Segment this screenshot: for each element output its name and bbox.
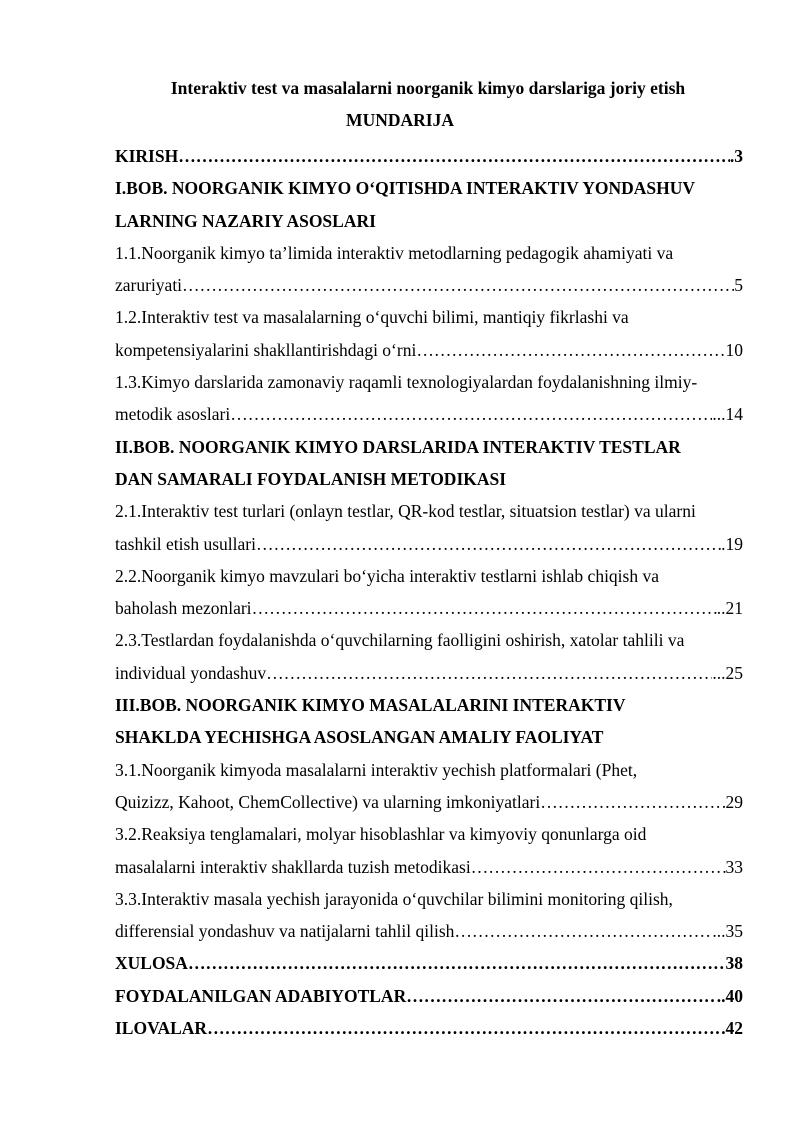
dot-leader	[256, 528, 721, 560]
toc-entry-text: metodik asoslari	[115, 404, 231, 425]
toc-entry-text: ILOVALAR	[115, 1018, 208, 1039]
toc-page-number: ..40	[716, 985, 743, 1006]
toc-page-number: 33	[725, 856, 743, 877]
toc-entry-references[interactable]	[115, 980, 743, 1012]
toc-entry-text: zaruriyati	[115, 275, 183, 296]
toc-page-number: .19	[721, 533, 743, 554]
dot-leader	[207, 1012, 725, 1044]
toc-chapter-2-title-cont[interactable]: DAN SAMARALI FOYDALANISH METODIKASI	[115, 468, 507, 489]
toc-section-1-2-cont[interactable]	[115, 334, 743, 366]
toc-entry-text: individual yondashuv	[115, 662, 267, 683]
toc-page-number: 5	[734, 275, 743, 296]
toc-section-3-3[interactable]: 3.3.Interaktiv masala yechish jarayonida o‘quvchilar bilimini monitoring qilish,	[115, 888, 673, 909]
dot-leader	[266, 657, 712, 689]
toc-chapter-3-title-cont[interactable]: SHAKLDA YECHISHGA ASOSLANGAN AMALIY FAOLIYAT	[115, 727, 604, 748]
toc-entry-text: differensial yondashuv va natijalarni tahlil qilish	[115, 921, 455, 942]
document-title: Interaktiv test va masalalarni noorganik kimyo darslariga joriy etish	[170, 78, 686, 98]
dot-leader	[406, 980, 717, 1012]
toc-entry-text: kompetensiyalarini shakllantirishdagi o‘rni	[115, 339, 417, 360]
toc-entry-conclusion[interactable]	[115, 947, 743, 979]
toc-page-number: ...14	[712, 404, 743, 425]
dot-leader	[182, 269, 734, 301]
toc-section-3-1-cont[interactable]	[115, 786, 743, 818]
toc-entry-text: tashkil etish usullari	[115, 533, 256, 554]
toc-section-2-3[interactable]: 2.3.Testlardan foydalanishda o‘quvchilarning faolligini oshirish, xatolar tahlili va	[115, 630, 685, 651]
dot-leader	[178, 140, 730, 172]
dot-leader	[454, 915, 712, 947]
dot-leader	[471, 851, 726, 883]
toc-entry-text: baholash mezonlari	[115, 598, 252, 619]
toc-page-number: .3	[729, 146, 743, 166]
toc-section-3-3-cont[interactable]	[115, 915, 743, 947]
toc-entry-appendices[interactable]	[115, 1012, 743, 1044]
toc-section-3-1[interactable]: 3.1.Noorganik kimyoda masalalarni interaktiv yechish platformalari (Phet,	[115, 759, 638, 780]
toc-section-3-2[interactable]: 3.2.Reaksiya tenglamalari, molyar hisoblashlar va kimyoviy qonunlarga oid	[115, 824, 647, 845]
toc-section-1-2[interactable]: 1.2.Interaktiv test va masalalarning o‘quvchi bilimi, mantiqiy fikrlashi va	[115, 307, 629, 328]
toc-entry-text: masalalarni interaktiv shakllarda tuzish metodikasi	[115, 856, 471, 877]
toc-entry-text: FOYDALANILGAN ADABIYOTLAR	[115, 985, 407, 1006]
dot-leader	[252, 592, 717, 624]
contents-heading: MUNDARIJA	[346, 110, 454, 130]
toc-chapter-1-title-cont[interactable]: LARNING NAZARIY ASOSLARI	[115, 210, 376, 231]
toc-page-number: 38	[725, 953, 743, 974]
toc-entry-text: KIRISH	[115, 146, 179, 166]
toc-section-2-1-cont[interactable]	[115, 528, 743, 560]
toc-page-number: 29	[725, 791, 743, 812]
dot-leader	[416, 334, 725, 366]
toc-chapter-1-title[interactable]: I.BOB. NOORGANIK KIMYO O‘QITISHDA INTERAKTIV YONDASHUV	[115, 178, 696, 199]
toc-section-3-2-cont[interactable]	[115, 851, 743, 883]
toc-page-number: 42	[725, 1018, 743, 1039]
toc-chapter-3-title[interactable]: III.BOB. NOORGANIK KIMYO MASALALARINI INTERAKTIV	[115, 695, 626, 716]
toc-page-number: ...35	[712, 921, 743, 942]
dot-leader	[540, 786, 725, 818]
dot-leader	[188, 947, 726, 979]
toc-page-number: ...25	[712, 662, 743, 683]
toc-section-2-1[interactable]: 2.1.Interaktiv test turlari (onlayn testlar, QR-kod testlar, situatsion testlar) va ularni	[115, 501, 696, 522]
toc-entry-intro[interactable]	[115, 140, 743, 172]
toc-page-number: 10	[725, 339, 743, 360]
toc-section-1-3-cont[interactable]	[115, 398, 743, 430]
toc-section-1-1[interactable]: 1.1.Noorganik kimyo ta’limida interaktiv metodlarning pedagogik ahamiyati va	[115, 242, 674, 263]
toc-section-1-3[interactable]: 1.3.Kimyo darslarida zamonaviy raqamli texnologiyalardan foydalanishning ilmiy-	[115, 372, 698, 393]
dot-leader	[230, 398, 712, 430]
toc-page-number: ..21	[716, 598, 743, 619]
toc-entry-text: Quizizz, Kahoot, ChemCollective) va ularning imkoniyatlari	[115, 791, 541, 812]
toc-section-2-3-cont[interactable]	[115, 657, 743, 689]
toc-chapter-2-title[interactable]: II.BOB. NOORGANIK KIMYO DARSLARIDA INTERAKTIV TESTLAR	[115, 436, 681, 457]
table-of-contents	[115, 140, 743, 1044]
toc-section-2-2-cont[interactable]	[115, 592, 743, 624]
toc-entry-text: XULOSA	[115, 953, 188, 974]
toc-section-1-1-cont[interactable]	[115, 269, 743, 301]
toc-section-2-2[interactable]: 2.2.Noorganik kimyo mavzulari bo‘yicha interaktiv testlarni ishlab chiqish va	[115, 565, 659, 586]
